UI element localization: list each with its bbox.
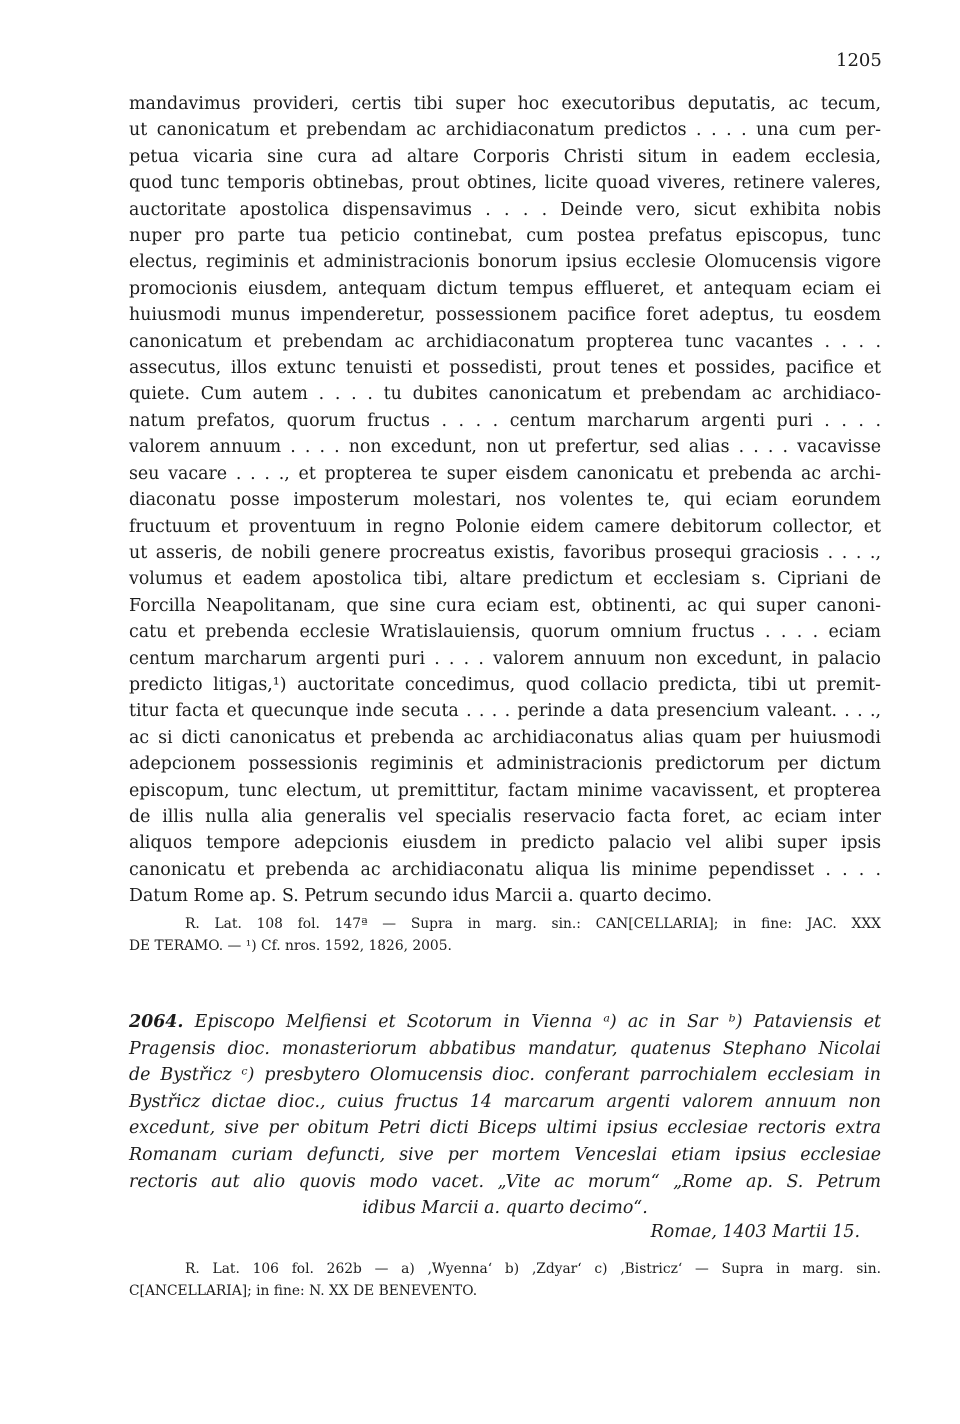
reference-note-1: [129, 913, 881, 957]
body-line: huiusmodi munus impenderetur, possessionem pacifice foret adeptus, tu eosdem: [129, 305, 881, 326]
entry-date: Romae, 1403 Martii 15.: [650, 1222, 860, 1242]
entry-line: [129, 1009, 881, 1036]
entry-line: de Bystřicz ᶜ) presbytero Olomucensis dioc. conferant parrochialem ecclesiam in: [129, 1065, 881, 1086]
reference-note-2: [129, 1258, 881, 1302]
body-line: adepcionem possessionis regiminis et administracionis predictorum per dictum: [129, 754, 881, 775]
reference-line: C[ANCELLARIA]; in fine: N. XX DE BENEVENTO.: [129, 1283, 478, 1299]
body-line: titur facta et quecunque inde secuta . . . . perinde a data presencium valeant. . . .,: [129, 701, 881, 722]
reference-line: DE TERAMO. — ¹) Cf. nros. 1592, 1826, 2005.: [129, 938, 452, 954]
body-line: diaconatu posse imposterum molestari, nos volentes te, qui eciam eorundem: [129, 490, 881, 511]
entry-2064: [129, 1009, 881, 1222]
reference-line: R. Lat. 106 fol. 262b — a) ‚Wyenna‘ b) ‚Zdyar‘ c) ‚Bistricz‘ — Supra in marg. sin.: [185, 1261, 881, 1277]
body-line: promocionis eiusdem, antequam dictum tempus efflueret, et antequam eciam ei: [129, 278, 881, 299]
entry-line: Romanam curiam defuncti, sive per mortem Venceslai etiam ipsius ecclesiae: [129, 1144, 881, 1165]
body-line: natum prefatos, quorum fructus . . . . centum marcharum argenti puri . . . .: [129, 410, 881, 431]
entry-line: rectoris aut alio quovis modo vacet. „Vite ac morum“ „Rome ap. S. Petrum: [129, 1171, 881, 1192]
body-text: [129, 91, 881, 910]
body-line: seu vacare . . . ., et propterea te super eisdem canonicatu et prebenda ac archi-: [129, 463, 881, 484]
body-line: centum marcharum argenti puri . . . . valorem annuum non excedunt, in palacio: [129, 648, 881, 669]
body-line: canonicatum et prebendam ac archidiaconatum propterea tunc vacantes . . . .: [129, 331, 881, 352]
body-line: volumus et eadem apostolica tibi, altare predictum et ecclesiam s. Cipriani de: [129, 569, 881, 590]
body-line: nuper pro parte tua peticio continebat, cum postea prefatus episcopus, tunc: [129, 226, 881, 247]
entry-number: 2064.: [129, 1012, 184, 1032]
body-line: quiete. Cum autem . . . . tu dubites canonicatum et prebendam ac archidiaco-: [129, 384, 881, 405]
body-line: catu et prebenda ecclesie Wratislauiensis, quorum omnium fructus . . . . eciam: [129, 622, 881, 643]
body-line: assecutus, illos extunc tenuisti et possedisti, prout tenes et possides, pacifice et: [129, 358, 881, 379]
entry-line: idibus Marcii a. quarto decimo“.: [362, 1198, 648, 1219]
body-line: predicto litigas,¹) auctoritate concedimus, quod collacio predicta, tibi ut premit-: [129, 674, 881, 695]
body-line: quod tunc temporis obtinebas, prout obtines, licite quoad viveres, retinere valeres,: [129, 173, 881, 194]
body-line: Forcilla Neapolitanam, que sine cura eciam est, obtinenti, ac qui super canoni-: [129, 595, 881, 616]
page-number: 1205: [836, 50, 882, 71]
entry-line-text: Episcopo Melfiensi et Scotorum in Vienna ᵃ) ac in Sar ᵇ) Pataviensis et: [194, 1012, 881, 1032]
entry-line: Pragensis dioc. monasteriorum abbatibus mandatur, quatenus Stephano Nicolai: [129, 1038, 881, 1059]
entry-line: excedunt, sive per obitum Petri dicti Biceps ultimi ipsius ecclesiae rectoris extra: [129, 1118, 881, 1139]
body-line: canonicatu et prebenda ac archidiaconatu aliqua lis minime pependisset . . . .: [129, 859, 881, 880]
body-line: ut canonicatum et prebendam ac archidiaconatum predictos . . . . una cum per-: [129, 120, 881, 141]
body-line: ut asseris, de nobili genere procreatus existis, favoribus prosequi graciosis . . . .,: [129, 542, 881, 563]
entry-line: Bystřicz dictae dioc., cuius fructus 14 marcarum argenti valorem annuum non: [129, 1091, 881, 1112]
body-line: fructuum et proventuum in regno Polonie eidem camere debitorum collector, et: [129, 516, 881, 537]
body-line: mandavimus provideri, certis tibi super hoc executoribus deputatis, ac tecum,: [129, 94, 881, 114]
body-line: aliquos tempore adepcionis eiusdem in predicto palacio vel alibi super ipsis: [129, 833, 881, 854]
body-line: de illis nulla alia generalis vel specialis reservacio facta foret, ac eciam inter: [129, 806, 881, 827]
body-line: electus, regiminis et administracionis bonorum ipsius ecclesie Olomucensis vigore: [129, 252, 881, 273]
body-line: valorem annuum . . . . non excedunt, non ut prefertur, sed alias . . . . vacavisse: [129, 437, 881, 458]
body-line: petua vicaria sine cura ad altare Corporis Christi situm in eadem ecclesia,: [129, 146, 881, 167]
body-line: Datum Rome ap. S. Petrum secundo idus Marcii a. quarto decimo.: [129, 886, 713, 907]
body-line: ac si dicti canonicatus et prebenda ac archidiaconatus alias quam per huiusmodi: [129, 727, 881, 748]
body-line: episcopum, tunc electum, ut premittitur, factam minime vacavissent, et propterea: [129, 780, 881, 801]
reference-line: R. Lat. 108 fol. 147ª — Supra in marg. sin.: CAN[CELLARIA]; in fine: JAC. XXX: [185, 916, 881, 932]
body-line: auctoritate apostolica dispensavimus . . . . Deinde vero, sicut exhibita nobis: [129, 199, 881, 220]
